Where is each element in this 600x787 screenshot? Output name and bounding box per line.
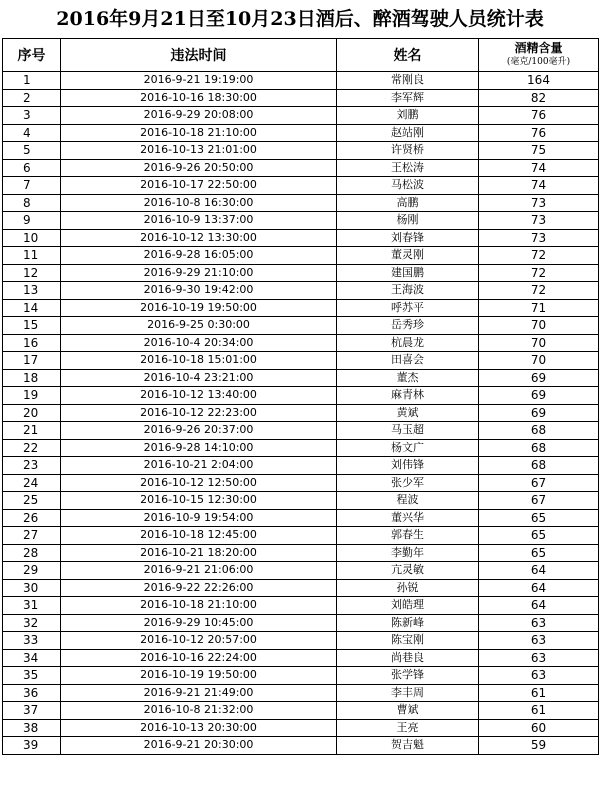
violation-time: 2016-9-26 20:37:00 — [61, 422, 337, 440]
row-number: 26 — [3, 509, 61, 527]
violation-time: 2016-10-18 21:10:00 — [61, 597, 337, 615]
table-row — [3, 457, 599, 475]
table-row — [3, 142, 599, 160]
alcohol-content: 75 — [479, 142, 599, 160]
alcohol-content: 71 — [479, 299, 599, 317]
alcohol-content: 82 — [479, 89, 599, 107]
row-number: 33 — [3, 632, 61, 650]
table-row — [3, 299, 599, 317]
driver-name: 李军辉 — [337, 89, 479, 107]
header-row — [3, 39, 599, 72]
alcohol-content: 69 — [479, 369, 599, 387]
driver-name: 董杰 — [337, 369, 479, 387]
violation-time: 2016-9-28 16:05:00 — [61, 247, 337, 265]
row-number: 7 — [3, 177, 61, 195]
row-number: 8 — [3, 194, 61, 212]
violation-time: 2016-10-9 19:54:00 — [61, 509, 337, 527]
table-row — [3, 509, 599, 527]
driver-name: 王亮 — [337, 719, 479, 737]
alcohol-content: 72 — [479, 247, 599, 265]
violation-time: 2016-9-21 19:19:00 — [61, 72, 337, 90]
row-number: 21 — [3, 422, 61, 440]
row-number: 29 — [3, 562, 61, 580]
violation-time: 2016-9-29 20:08:00 — [61, 107, 337, 125]
violation-time: 2016-10-19 19:50:00 — [61, 299, 337, 317]
row-number: 2 — [3, 89, 61, 107]
table-row — [3, 684, 599, 702]
driver-name: 张少军 — [337, 474, 479, 492]
row-number: 32 — [3, 614, 61, 632]
driver-name: 呼苏平 — [337, 299, 479, 317]
violation-time: 2016-10-18 15:01:00 — [61, 352, 337, 370]
driver-name: 孙锐 — [337, 579, 479, 597]
row-number: 25 — [3, 492, 61, 510]
driver-name: 刘伟锋 — [337, 457, 479, 475]
violation-time: 2016-9-30 19:42:00 — [61, 282, 337, 300]
row-number: 12 — [3, 264, 61, 282]
violation-time: 2016-10-12 13:30:00 — [61, 229, 337, 247]
table-row — [3, 474, 599, 492]
driver-name: 王松涛 — [337, 159, 479, 177]
driver-name: 郭春生 — [337, 527, 479, 545]
driver-name: 赵站刚 — [337, 124, 479, 142]
violation-time: 2016-9-25 0:30:00 — [61, 317, 337, 335]
alcohol-content: 72 — [479, 282, 599, 300]
table-row — [3, 212, 599, 230]
driver-name: 董兴华 — [337, 509, 479, 527]
violation-time: 2016-10-8 16:30:00 — [61, 194, 337, 212]
header-alcohol-unit: (毫克/100毫升) — [506, 57, 571, 67]
row-number: 31 — [3, 597, 61, 615]
driver-name: 常刚良 — [337, 72, 479, 90]
alcohol-content: 64 — [479, 597, 599, 615]
table-row — [3, 632, 599, 650]
table-row — [3, 352, 599, 370]
driver-name: 田喜会 — [337, 352, 479, 370]
header-name: 姓名 — [337, 39, 479, 72]
alcohol-content: 73 — [479, 194, 599, 212]
violation-time: 2016-10-8 21:32:00 — [61, 702, 337, 720]
alcohol-content: 69 — [479, 404, 599, 422]
alcohol-content: 61 — [479, 702, 599, 720]
alcohol-content: 68 — [479, 457, 599, 475]
violation-time: 2016-9-28 14:10:00 — [61, 439, 337, 457]
row-number: 10 — [3, 229, 61, 247]
alcohol-content: 67 — [479, 492, 599, 510]
header-alcohol-label: 酒精含量 — [514, 41, 563, 55]
alcohol-content: 65 — [479, 509, 599, 527]
table-row — [3, 404, 599, 422]
violation-time: 2016-10-16 22:24:00 — [61, 649, 337, 667]
violation-time: 2016-10-15 12:30:00 — [61, 492, 337, 510]
driver-name: 岳秀珍 — [337, 317, 479, 335]
alcohol-content: 76 — [479, 107, 599, 125]
alcohol-content: 68 — [479, 422, 599, 440]
violation-time: 2016-10-19 19:50:00 — [61, 667, 337, 685]
table-row — [3, 492, 599, 510]
row-number: 20 — [3, 404, 61, 422]
table-row — [3, 667, 599, 685]
driver-name: 杭晨龙 — [337, 334, 479, 352]
violation-time: 2016-10-4 20:34:00 — [61, 334, 337, 352]
row-number: 39 — [3, 737, 61, 755]
alcohol-content: 69 — [479, 387, 599, 405]
driver-name: 刘鹏 — [337, 107, 479, 125]
driver-name: 马松波 — [337, 177, 479, 195]
alcohol-content: 67 — [479, 474, 599, 492]
alcohol-content: 72 — [479, 264, 599, 282]
driver-name: 李丰周 — [337, 684, 479, 702]
row-number: 23 — [3, 457, 61, 475]
alcohol-content: 70 — [479, 334, 599, 352]
row-number: 1 — [3, 72, 61, 90]
row-number: 9 — [3, 212, 61, 230]
page-title: 2016年9月21日至10月23日酒后、醉酒驾驶人员统计表 — [56, 8, 544, 30]
violation-time: 2016-10-21 2:04:00 — [61, 457, 337, 475]
alcohol-content: 63 — [479, 649, 599, 667]
alcohol-content: 74 — [479, 177, 599, 195]
alcohol-content: 65 — [479, 527, 599, 545]
row-number: 13 — [3, 282, 61, 300]
table-row — [3, 597, 599, 615]
driver-name: 杨文广 — [337, 439, 479, 457]
table-row — [3, 194, 599, 212]
row-number: 38 — [3, 719, 61, 737]
row-number: 18 — [3, 369, 61, 387]
row-number: 4 — [3, 124, 61, 142]
driver-name: 高鹏 — [337, 194, 479, 212]
alcohol-content: 73 — [479, 212, 599, 230]
table-row — [3, 737, 599, 755]
driver-name: 王海波 — [337, 282, 479, 300]
violation-time: 2016-10-9 13:37:00 — [61, 212, 337, 230]
violation-time: 2016-10-13 20:30:00 — [61, 719, 337, 737]
violation-time: 2016-10-21 18:20:00 — [61, 544, 337, 562]
row-number: 5 — [3, 142, 61, 160]
violation-time: 2016-10-13 21:01:00 — [61, 142, 337, 160]
table-row — [3, 177, 599, 195]
alcohol-content: 68 — [479, 439, 599, 457]
row-number: 24 — [3, 474, 61, 492]
driver-name: 陈宝刚 — [337, 632, 479, 650]
table-row — [3, 124, 599, 142]
alcohol-content: 164 — [479, 72, 599, 90]
row-number: 36 — [3, 684, 61, 702]
alcohol-content: 64 — [479, 562, 599, 580]
violation-time: 2016-10-12 20:57:00 — [61, 632, 337, 650]
violation-time: 2016-10-18 21:10:00 — [61, 124, 337, 142]
driver-name: 杨刚 — [337, 212, 479, 230]
driver-name: 刘皓理 — [337, 597, 479, 615]
table-row — [3, 579, 599, 597]
violation-time: 2016-10-4 23:21:00 — [61, 369, 337, 387]
violation-time: 2016-10-12 12:50:00 — [61, 474, 337, 492]
violation-time: 2016-10-12 22:23:00 — [61, 404, 337, 422]
alcohol-content: 76 — [479, 124, 599, 142]
violation-time: 2016-10-18 12:45:00 — [61, 527, 337, 545]
row-number: 34 — [3, 649, 61, 667]
table-row — [3, 282, 599, 300]
table-row — [3, 562, 599, 580]
alcohol-content: 70 — [479, 352, 599, 370]
row-number: 15 — [3, 317, 61, 335]
alcohol-content: 61 — [479, 684, 599, 702]
table-row — [3, 247, 599, 265]
alcohol-content: 63 — [479, 667, 599, 685]
alcohol-content: 74 — [479, 159, 599, 177]
driver-name: 建国鹏 — [337, 264, 479, 282]
table-row — [3, 107, 599, 125]
row-number: 3 — [3, 107, 61, 125]
table-row — [3, 702, 599, 720]
row-number: 22 — [3, 439, 61, 457]
alcohol-content: 63 — [479, 632, 599, 650]
violation-time: 2016-9-21 20:30:00 — [61, 737, 337, 755]
row-number: 19 — [3, 387, 61, 405]
driver-name: 刘春锋 — [337, 229, 479, 247]
table-row — [3, 439, 599, 457]
alcohol-content: 73 — [479, 229, 599, 247]
alcohol-content: 60 — [479, 719, 599, 737]
row-number: 37 — [3, 702, 61, 720]
row-number: 35 — [3, 667, 61, 685]
driver-name: 马玉超 — [337, 422, 479, 440]
table-row — [3, 649, 599, 667]
row-number: 28 — [3, 544, 61, 562]
alcohol-content: 64 — [479, 579, 599, 597]
driver-name: 陈新峰 — [337, 614, 479, 632]
table-row — [3, 544, 599, 562]
violation-time: 2016-9-21 21:06:00 — [61, 562, 337, 580]
table-row — [3, 229, 599, 247]
table-row — [3, 317, 599, 335]
driver-name: 李勤年 — [337, 544, 479, 562]
table-row — [3, 89, 599, 107]
table-row — [3, 334, 599, 352]
driver-name: 黄斌 — [337, 404, 479, 422]
alcohol-content: 59 — [479, 737, 599, 755]
violation-time: 2016-9-26 20:50:00 — [61, 159, 337, 177]
driver-name: 曹斌 — [337, 702, 479, 720]
row-number: 17 — [3, 352, 61, 370]
row-number: 11 — [3, 247, 61, 265]
violation-time: 2016-9-29 10:45:00 — [61, 614, 337, 632]
header-alcohol — [479, 39, 599, 72]
alcohol-content: 63 — [479, 614, 599, 632]
table-row — [3, 387, 599, 405]
violation-time: 2016-10-17 22:50:00 — [61, 177, 337, 195]
table-body — [3, 72, 599, 755]
table-row — [3, 422, 599, 440]
table-row — [3, 159, 599, 177]
driver-name: 董灵刚 — [337, 247, 479, 265]
driver-name: 贺吉魁 — [337, 737, 479, 755]
driver-name: 程波 — [337, 492, 479, 510]
violation-time: 2016-9-21 21:49:00 — [61, 684, 337, 702]
table-row — [3, 72, 599, 90]
header-no: 序号 — [3, 39, 61, 72]
violation-time: 2016-10-12 13:40:00 — [61, 387, 337, 405]
row-number: 30 — [3, 579, 61, 597]
table-row — [3, 527, 599, 545]
driver-name: 亢灵敏 — [337, 562, 479, 580]
driver-name: 张学锋 — [337, 667, 479, 685]
violation-time: 2016-9-22 22:26:00 — [61, 579, 337, 597]
row-number: 6 — [3, 159, 61, 177]
driver-name: 尚巷良 — [337, 649, 479, 667]
violation-time: 2016-9-29 21:10:00 — [61, 264, 337, 282]
table-row — [3, 614, 599, 632]
row-number: 14 — [3, 299, 61, 317]
violation-time: 2016-10-16 18:30:00 — [61, 89, 337, 107]
alcohol-content: 65 — [479, 544, 599, 562]
row-number: 16 — [3, 334, 61, 352]
row-number: 27 — [3, 527, 61, 545]
table-row — [3, 719, 599, 737]
dui-statistics-table — [2, 38, 599, 755]
driver-name: 麻青林 — [337, 387, 479, 405]
header-time: 违法时间 — [61, 39, 337, 72]
driver-name: 许贤桥 — [337, 142, 479, 160]
table-row — [3, 369, 599, 387]
alcohol-content: 70 — [479, 317, 599, 335]
table-row — [3, 264, 599, 282]
